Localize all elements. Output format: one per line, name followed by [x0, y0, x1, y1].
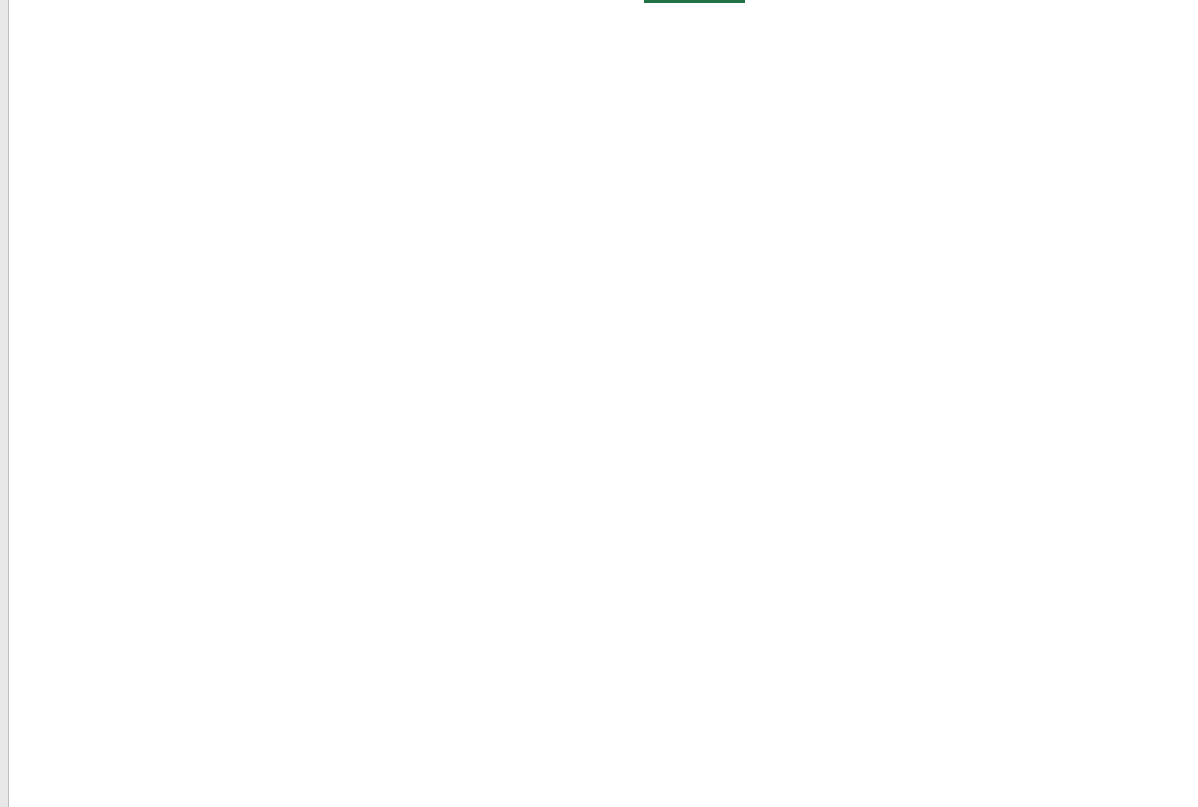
spreadsheet-grid[interactable]: [8, 0, 1198, 807]
selected-column-indicator: [644, 0, 745, 3]
